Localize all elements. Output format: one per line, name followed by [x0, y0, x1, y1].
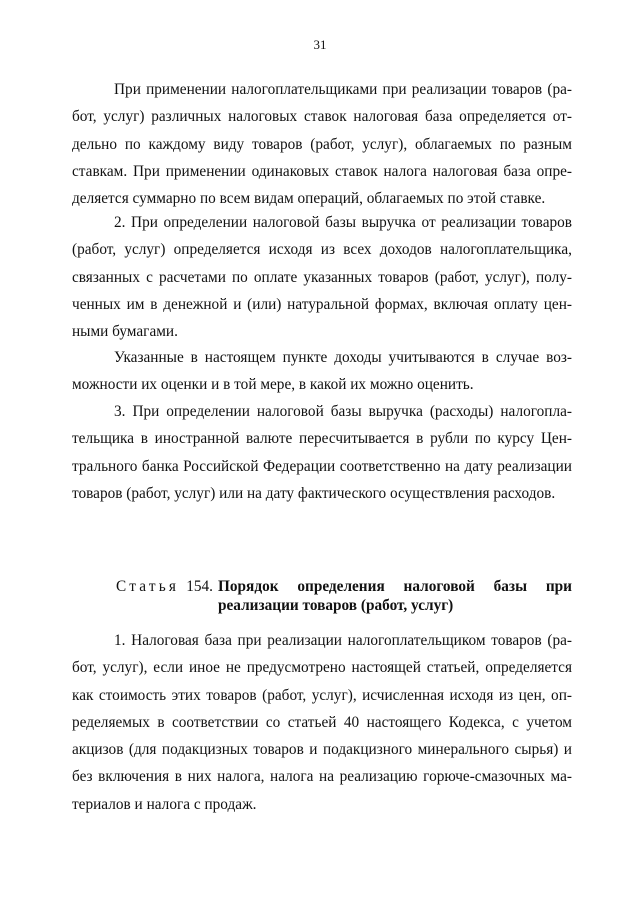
- article-word: Статья: [116, 578, 180, 595]
- article-title-line-2: реализации товаров (работ, услуг): [218, 597, 454, 614]
- paragraph-foreign-currency: 3. При определении налоговой базы выручка (расходы) налогоплательщика в иностранной валюте пересчитывается в рубли по курсу Центрального банка Российской Федерации соответственно на дату реализации товаров (работ, услуг) или на дату фактического осуществления расходов.: [72, 403, 572, 502]
- paragraph-income-valuation: Указанные в настоящем пункте доходы учитываются в случае возможности их оценки и в той мере, в какой их можно оценить.: [72, 349, 572, 394]
- page-number: 31: [313, 37, 327, 52]
- article-title-line-1: Порядок определения налоговой базы при: [218, 578, 572, 595]
- article-title: [218, 577, 572, 615]
- article-number: 154.: [186, 578, 213, 595]
- paragraph-revenue-determination: 2. При определении налоговой базы выручка от реализации товаров (работ, услуг) определяется исходя из всех доходов налогоплательщика, связанных с расчетами по оплате указанных товаров (работ, услуг), полученных им в денежной и (или) натуральной формах, включая оплату ценными бумагами.: [72, 214, 572, 341]
- paragraph-tax-base-goods: 1. Налоговая база при реализации налогоплательщиком товаров (работ, услуг), если иное не предусмотрено настоящей статьей, определяется как стоимость этих товаров (работ, услуг), исчисленная исходя из цен, определяемых в соответствии со статьей 40 настоящего Кодекса, с учетом акцизов (для подакцизных товаров и подакцизного минерального сырья) и без включения в них налога, налога на реализацию горюче-смазочных материалов и налога с продаж.: [72, 632, 572, 813]
- paragraph-tax-rates: При применении налогоплательщиками при реализации товаров (работ, услуг) различных налоговых ставок налоговая база определяется отдельно по каждому виду товаров (работ, услуг), облагаемых по разным ставкам. При применении одинаковых ставок налога налоговая база определяется суммарно по всем видам операций, облагаемых по этой ставке.: [72, 81, 572, 208]
- article-label: [116, 577, 213, 596]
